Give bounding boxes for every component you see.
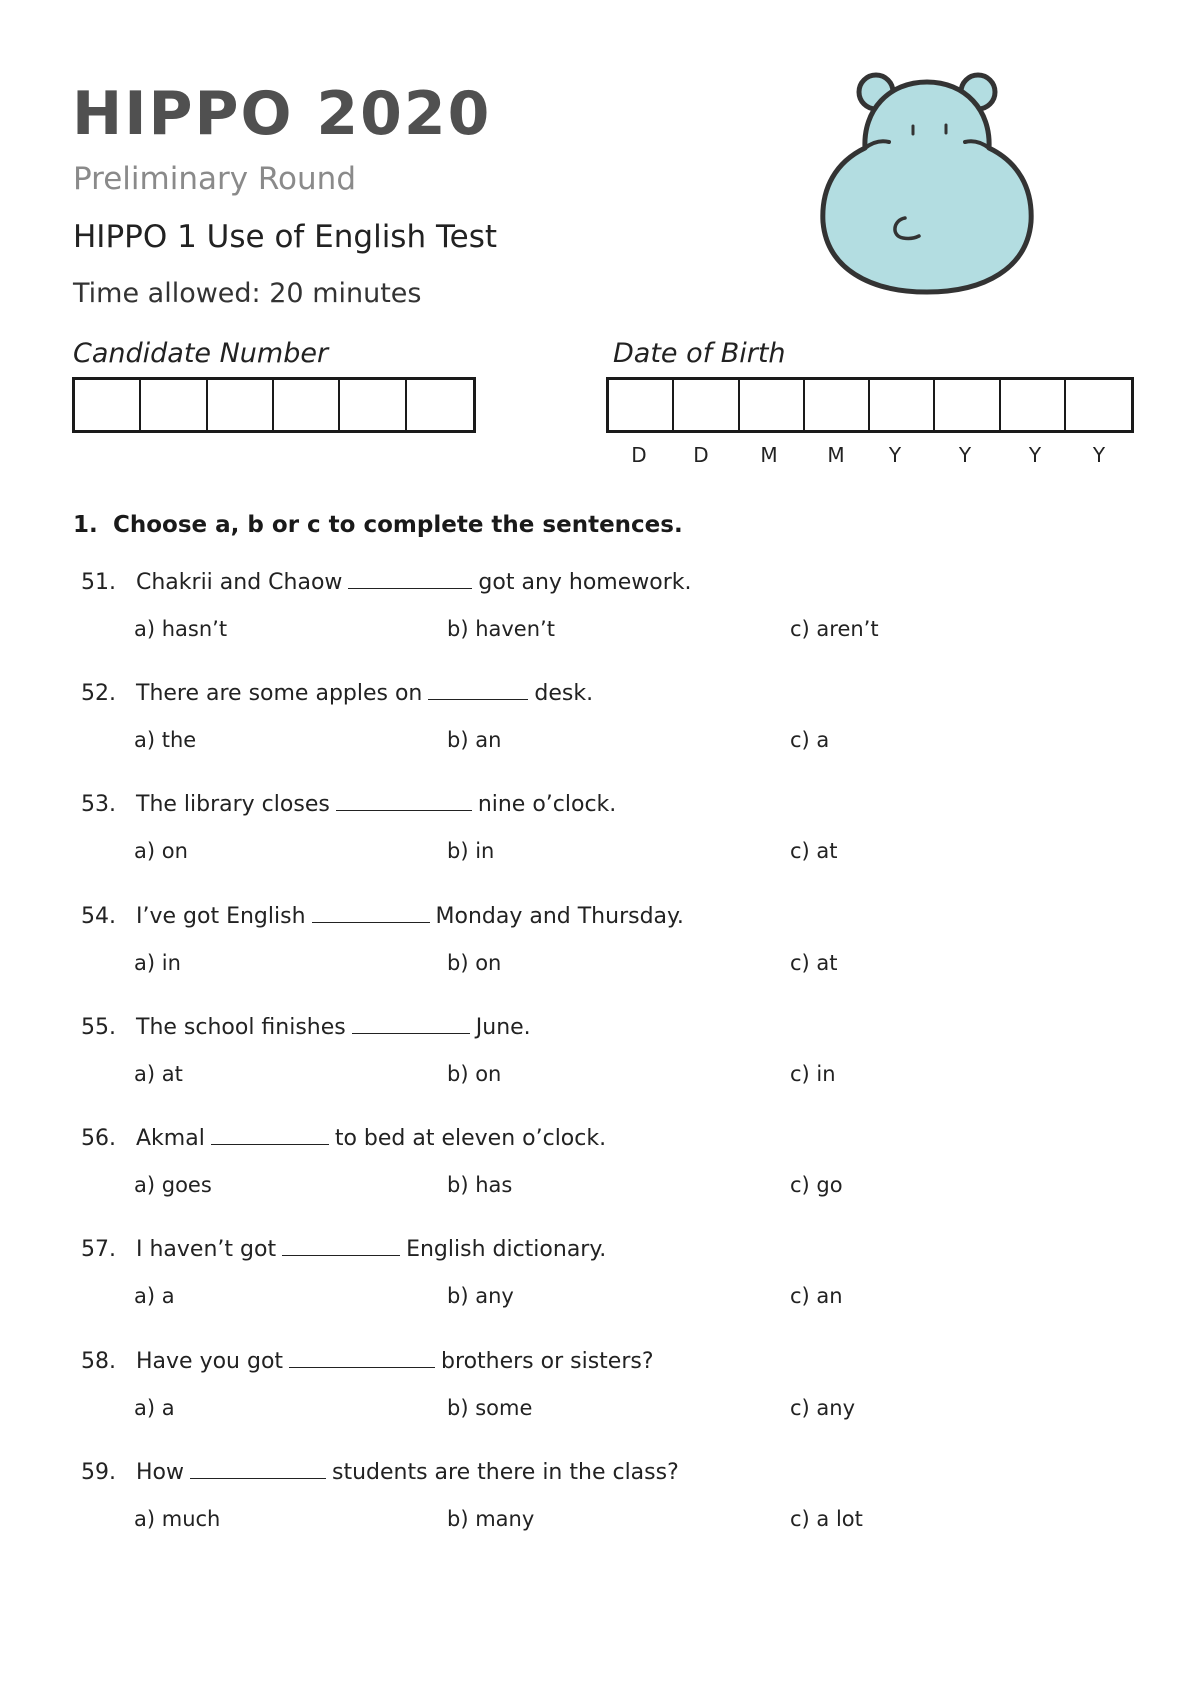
option-c[interactable]: c) any bbox=[790, 1396, 856, 1420]
question-text-before: I haven’t got bbox=[136, 1237, 277, 1262]
candidate-digit-box[interactable] bbox=[208, 380, 274, 430]
answer-blank[interactable] bbox=[428, 679, 528, 700]
candidate-number-boxes[interactable] bbox=[72, 377, 476, 433]
question-number: 58. bbox=[81, 1349, 116, 1374]
candidate-digit-box[interactable] bbox=[75, 380, 141, 430]
question-text-before: Chakrii and Chaow bbox=[136, 570, 343, 595]
dob-letter: M bbox=[760, 443, 778, 467]
question-item bbox=[0, 790, 1200, 890]
option-c[interactable]: c) a bbox=[790, 728, 830, 752]
question-text bbox=[136, 568, 692, 598]
date-of-birth-label: Date of Birth bbox=[613, 338, 786, 369]
option-c[interactable]: c) an bbox=[790, 1284, 843, 1308]
question-text-before: The school finishes bbox=[136, 1015, 346, 1040]
answer-blank[interactable] bbox=[312, 902, 430, 923]
option-b[interactable]: b) on bbox=[447, 951, 502, 975]
question-text-before: Have you got bbox=[136, 1349, 284, 1374]
question-number: 55. bbox=[81, 1015, 116, 1040]
question-number: 53. bbox=[81, 792, 116, 817]
question-text bbox=[136, 1124, 606, 1154]
time-label: Time allowed: bbox=[73, 278, 261, 309]
time-value: 20 minutes bbox=[269, 278, 422, 309]
section-heading bbox=[73, 510, 683, 540]
question-text-after: June. bbox=[475, 1015, 531, 1040]
question-text-before: Akmal bbox=[136, 1126, 205, 1151]
question-item bbox=[0, 1347, 1200, 1447]
question-number: 57. bbox=[81, 1237, 116, 1262]
question-text bbox=[136, 790, 616, 820]
question-text-after: to bed at eleven o’clock. bbox=[334, 1126, 607, 1151]
question-text-before: How bbox=[136, 1460, 184, 1485]
dob-digit-box[interactable] bbox=[1066, 380, 1131, 430]
option-c[interactable]: c) at bbox=[790, 839, 838, 863]
answer-blank[interactable] bbox=[282, 1235, 400, 1256]
dob-letter: Y bbox=[958, 443, 972, 467]
dob-letter: Y bbox=[888, 443, 902, 467]
question-number: 56. bbox=[81, 1126, 116, 1151]
dob-letter: M bbox=[827, 443, 845, 467]
option-a[interactable]: a) goes bbox=[134, 1173, 212, 1197]
question-text-before: There are some apples on bbox=[136, 681, 423, 706]
option-c[interactable]: c) go bbox=[790, 1173, 843, 1197]
question-text-after: got any homework. bbox=[478, 570, 692, 595]
question-text bbox=[136, 679, 593, 709]
test-title: HIPPO 1 Use of English Test bbox=[73, 219, 498, 255]
answer-blank[interactable] bbox=[211, 1124, 329, 1145]
candidate-number-label: Candidate Number bbox=[73, 338, 329, 369]
dob-letter: D bbox=[693, 443, 709, 467]
date-of-birth-boxes[interactable] bbox=[606, 377, 1134, 433]
question-text bbox=[136, 902, 684, 932]
brand-title: HIPPO 2020 bbox=[72, 79, 492, 149]
question-item bbox=[0, 1458, 1200, 1558]
question-text-after: Monday and Thursday. bbox=[435, 904, 684, 929]
question-text bbox=[136, 1235, 606, 1265]
option-a[interactable]: a) hasn’t bbox=[134, 617, 228, 641]
question-text bbox=[136, 1347, 654, 1377]
question-text-after: English dictionary. bbox=[406, 1237, 607, 1262]
answer-blank[interactable] bbox=[352, 1013, 470, 1034]
dob-digit-box[interactable] bbox=[1001, 380, 1066, 430]
question-item bbox=[0, 1124, 1200, 1224]
question-text-after: brothers or sisters? bbox=[441, 1349, 654, 1374]
answer-blank[interactable] bbox=[348, 568, 472, 589]
dob-letter: Y bbox=[1028, 443, 1042, 467]
dob-format-letters bbox=[606, 442, 1134, 468]
question-item bbox=[0, 568, 1200, 668]
question-text bbox=[136, 1458, 679, 1488]
question-number: 51. bbox=[81, 570, 116, 595]
question-text-before: The library closes bbox=[136, 792, 330, 817]
answer-blank[interactable] bbox=[190, 1458, 326, 1479]
dob-digit-box[interactable] bbox=[935, 380, 1000, 430]
option-c[interactable]: c) a lot bbox=[790, 1507, 863, 1531]
option-a[interactable]: a) in bbox=[134, 951, 181, 975]
dob-letter: Y bbox=[1092, 443, 1106, 467]
option-b[interactable]: b) haven’t bbox=[447, 617, 555, 641]
option-b[interactable]: b) in bbox=[447, 839, 495, 863]
section-number: 1. bbox=[73, 512, 98, 538]
dob-digit-box[interactable] bbox=[674, 380, 739, 430]
question-number: 54. bbox=[81, 904, 116, 929]
question-item bbox=[0, 679, 1200, 779]
option-c[interactable]: c) in bbox=[790, 1062, 836, 1086]
question-item bbox=[0, 1235, 1200, 1335]
option-a[interactable]: a) the bbox=[134, 728, 197, 752]
question-text-after: desk. bbox=[534, 681, 594, 706]
question-text bbox=[136, 1013, 531, 1043]
answer-blank[interactable] bbox=[289, 1347, 435, 1368]
hippo-mascot-icon bbox=[813, 70, 1043, 300]
option-b[interactable]: b) has bbox=[447, 1173, 513, 1197]
option-a[interactable]: a) at bbox=[134, 1062, 183, 1086]
option-b[interactable]: b) an bbox=[447, 728, 502, 752]
dob-digit-box[interactable] bbox=[870, 380, 935, 430]
section-instruction: Choose a, b or c to complete the sentences. bbox=[113, 512, 683, 538]
question-item bbox=[0, 902, 1200, 1002]
question-item bbox=[0, 1013, 1200, 1113]
dob-digit-box[interactable] bbox=[740, 380, 805, 430]
dob-digit-box[interactable] bbox=[805, 380, 870, 430]
candidate-digit-box[interactable] bbox=[274, 380, 340, 430]
option-c[interactable]: c) at bbox=[790, 951, 838, 975]
time-allowed bbox=[73, 277, 421, 311]
option-b[interactable]: b) on bbox=[447, 1062, 502, 1086]
option-a[interactable]: a) much bbox=[134, 1507, 221, 1531]
option-b[interactable]: b) any bbox=[447, 1284, 514, 1308]
dob-digit-box[interactable] bbox=[609, 380, 674, 430]
option-c[interactable]: c) aren’t bbox=[790, 617, 879, 641]
candidate-digit-box[interactable] bbox=[141, 380, 207, 430]
candidate-digit-box[interactable] bbox=[407, 380, 473, 430]
question-number: 52. bbox=[81, 681, 116, 706]
round-subtitle: Preliminary Round bbox=[73, 161, 356, 197]
dob-letter: D bbox=[631, 443, 647, 467]
candidate-digit-box[interactable] bbox=[340, 380, 406, 430]
question-text-after: nine o’clock. bbox=[477, 792, 617, 817]
question-text-before: I’ve got English bbox=[136, 904, 306, 929]
option-a[interactable]: a) a bbox=[134, 1284, 175, 1308]
question-text-after: students are there in the class? bbox=[332, 1460, 679, 1485]
answer-blank[interactable] bbox=[336, 790, 472, 811]
option-a[interactable]: a) a bbox=[134, 1396, 175, 1420]
option-a[interactable]: a) on bbox=[134, 839, 188, 863]
option-b[interactable]: b) some bbox=[447, 1396, 533, 1420]
option-b[interactable]: b) many bbox=[447, 1507, 535, 1531]
question-number: 59. bbox=[81, 1460, 116, 1485]
